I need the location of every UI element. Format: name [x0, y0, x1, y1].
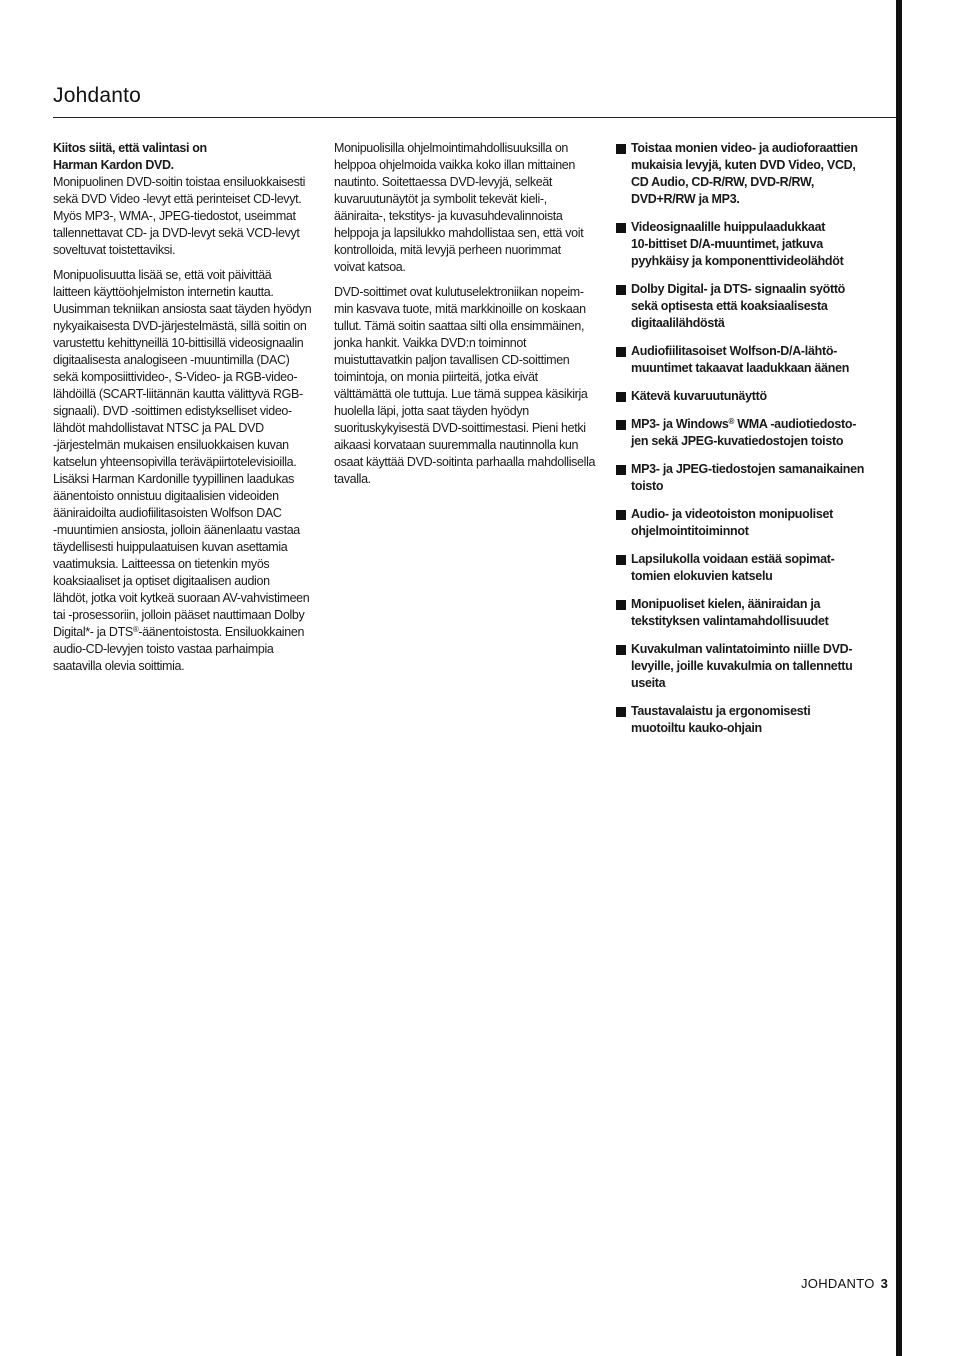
text-line: muotoiltu kauko-ohjain — [631, 721, 762, 735]
text-line: DVD+R/RW ja MP3. — [631, 192, 740, 206]
text-line: Myös MP3-, WMA-, JPEG-tiedostot, useimmat — [53, 209, 296, 223]
text-line: muistuttavatkin paljon tavallisen CD-soittimen — [334, 353, 570, 367]
text-line: täydellisesti huippulaatuisen kuvan asettamia — [53, 540, 288, 554]
text-line: voivat katsoa. — [334, 260, 406, 274]
text-line: Lapsilukolla voidaan estää sopimat- — [631, 552, 835, 566]
text-line: Videosignaalille huippulaadukkaat — [631, 220, 826, 234]
text-line: jen sekä JPEG-kuvatiedostojen toisto — [631, 434, 844, 448]
text-line: koaksiaaliset ja optiset digitaalisen audion — [53, 574, 270, 588]
text-line: varustettu kehittyneillä 10-bittisillä videosignaalin — [53, 336, 304, 350]
text-line: mukaisia levyjä, kuten DVD Video, VCD, — [631, 158, 856, 172]
text-line: nautinto. Soitettaessa DVD-levyjä, selkeät — [334, 175, 553, 189]
text-line: ääniraidoilta audiofiilitasoisten Wolfson DAC — [53, 506, 282, 520]
text-line: Taustavalaistu ja ergonomisesti — [631, 704, 811, 718]
feature-item — [616, 641, 886, 692]
text-line: tallennettavat CD- ja DVD-levyt sekä VCD-levyt — [53, 226, 300, 240]
text-line: sekä DVD Video -levyt että perinteiset CD-levyt. — [53, 192, 302, 206]
bullet-square-icon — [616, 285, 626, 295]
text-line: jonka hankit. Vaikka DVD:n toiminnot — [334, 336, 527, 350]
page-number: 3 — [880, 1276, 889, 1291]
text-line: DVD-soittimet ovat kulutuselektroniikan nopeim- — [334, 285, 584, 299]
text-line — [53, 624, 319, 641]
text-line: Uusimman tekniikan ansiosta saat täyden hyödyn — [53, 302, 312, 316]
text-line: Monipuolisuutta lisää se, että voit päivittää — [53, 268, 272, 282]
text-line: suorituskykyisestä DVD-soittimestasi. Pieni hetki — [334, 421, 586, 435]
text-line: Monipuolinen DVD-soitin toistaa ensiluokkaisesti — [53, 175, 306, 189]
feature-item — [616, 219, 886, 270]
text-line: kuvaruutunäytöt ja symbolit tekevät kieli-, — [334, 192, 547, 206]
text-line: toisto — [631, 479, 664, 493]
column-features — [616, 140, 886, 748]
feature-item — [616, 551, 886, 585]
page-edge-bar — [896, 0, 902, 1356]
feature-item — [616, 461, 886, 495]
text-fragment: Digital*- ja DTS — [53, 625, 133, 639]
footer-section-label: JOHDANTO — [801, 1276, 875, 1291]
text-line: aikaasi korvataan suuremmalla nautinnolla kun — [334, 438, 579, 452]
text-line: Dolby Digital- ja DTS- signaalin syöttö — [631, 282, 846, 296]
text-line: saatavilla olevia soittimia. — [53, 659, 185, 673]
text-line: tai -prosessoriin, jolloin pääset nauttimaan Dolby — [53, 608, 305, 622]
paragraph — [334, 140, 600, 276]
text-line: huolella läpi, jotta saat täyden hyödyn — [334, 404, 529, 418]
page-footer — [801, 1276, 888, 1291]
paragraph — [53, 174, 319, 259]
text-fragment: -äänentoistosta. Ensiluokkainen — [138, 625, 305, 639]
column-intro — [53, 140, 319, 675]
text-line: digitaalilähdöstä — [631, 316, 725, 330]
text-line: kontrolloida, mitä levyjä perheen nuorimmat — [334, 243, 561, 257]
bullet-square-icon — [616, 347, 626, 357]
text-line: Kätevä kuvaruutunäyttö — [631, 389, 767, 403]
text-line: välttämättä ole tuttuja. Lue tämä suppea käsikirja — [334, 387, 588, 401]
title-rule — [53, 117, 896, 118]
text-line: -järjestelmän mukaisen ensiluokkaisen kuvan — [53, 438, 289, 452]
paragraph — [334, 284, 600, 488]
text-line: soveltuvat toistettaviksi. — [53, 243, 176, 257]
feature-item — [616, 388, 886, 405]
registered-mark: ® — [728, 417, 735, 426]
paragraph — [53, 267, 319, 301]
column-programming — [334, 140, 600, 488]
text-line: vaatimuksia. Laitteessa on tietenkin myös — [53, 557, 270, 571]
text-line: Audiofiilitasoiset Wolfson-D/A-lähtö- — [631, 344, 838, 358]
text-line: Kuvakulman valintatoiminto niille DVD- — [631, 642, 853, 656]
text-line: helppoa ohjelmoida vaikka koko illan mittainen — [334, 158, 575, 172]
text-line: toimintoja, on monia piirteitä, jotka eivät — [334, 370, 538, 384]
text-line: 10-bittiset D/A-muuntimet, jatkuva — [631, 237, 823, 251]
text-line: Lisäksi Harman Kardonille tyypillinen laadukas — [53, 472, 294, 486]
text-line: Harman Kardon DVD. — [53, 158, 174, 172]
paragraph — [53, 301, 319, 675]
text-line: lähdöillä (SCART-liitännän kautta välittyvä RGB- — [53, 387, 303, 401]
text-fragment: WMA -audiotiedosto- — [734, 417, 857, 431]
text-line: -muuntimien ansiosta, jolloin äänenlaatu vastaa — [53, 523, 300, 537]
text-line: levyille, joille kuvakulmia on tallennettu — [631, 659, 853, 673]
text-line: nykyaikaisesta DVD-järjestelmästä, sillä soitin on — [53, 319, 307, 333]
bullet-square-icon — [616, 600, 626, 610]
text-line: muuntimet takaavat laadukkaan äänen — [631, 361, 850, 375]
bullet-square-icon — [616, 392, 626, 402]
bullet-square-icon — [616, 420, 626, 430]
text-line: CD Audio, CD-R/RW, DVD-R/RW, — [631, 175, 815, 189]
bullet-square-icon — [616, 707, 626, 717]
text-line: MP3- ja JPEG-tiedostojen samanaikainen — [631, 462, 865, 476]
text-line: Audio- ja videotoiston monipuoliset — [631, 507, 833, 521]
feature-item — [616, 343, 886, 377]
text-line: helppoja ja lapsilukko mahdollistaa sen, että voit — [334, 226, 584, 240]
text-line: tekstityksen valintamahdollisuudet — [631, 614, 829, 628]
lead-text — [53, 140, 319, 174]
text-line: signaali). DVD -soittimen edistykselliset video- — [53, 404, 292, 418]
text-line: tullut. Tämä soitin saattaa silti olla ensimmäinen, — [334, 319, 585, 333]
text-line: ohjelmointitoiminnot — [631, 524, 749, 538]
text-line: osaat käyttää DVD-soitinta parhaalla mahdollisella — [334, 455, 596, 469]
text-fragment: MP3- ja Windows — [631, 417, 729, 431]
text-line: Monipuoliset kielen, ääniraidan ja — [631, 597, 821, 611]
text-line: lähdöt mahdollistavat NTSC ja PAL DVD — [53, 421, 264, 435]
bullet-square-icon — [616, 144, 626, 154]
bullet-square-icon — [616, 510, 626, 520]
text-line: useita — [631, 676, 666, 690]
bullet-square-icon — [616, 645, 626, 655]
registered-mark: ® — [132, 625, 139, 634]
text-line: Toistaa monien video- ja audioforaattien — [631, 141, 858, 155]
text-line: Kiitos siitä, että valintasi on — [53, 141, 207, 155]
text-line: katselun yhteensopivilla teräväpiirtotelevisioilla. — [53, 455, 297, 469]
text-line: lähdöt, jotka voit kytkeä suoraan AV-vahvistimeen — [53, 591, 310, 605]
feature-item — [616, 703, 886, 737]
text-line: laitteen käyttöohjelmiston internetin kautta. — [53, 285, 274, 299]
feature-item — [616, 416, 886, 450]
text-line: ääniraita-, tekstitys- ja kuvasuhdevalinnoista — [334, 209, 563, 223]
text-line: Monipuolisilla ohjelmointimahdollisuuksilla on — [334, 141, 569, 155]
feature-item — [616, 596, 886, 630]
feature-item — [616, 140, 886, 208]
text-line: sekä optisesta että koaksiaalisesta — [631, 299, 828, 313]
text-line: tavalla. — [334, 472, 371, 486]
page-title: Johdanto — [53, 84, 142, 107]
text-line: sekä komposiittivideo-, S-Video- ja RGB-video- — [53, 370, 298, 384]
feature-list — [616, 140, 886, 737]
bullet-square-icon — [616, 223, 626, 233]
feature-item — [616, 281, 886, 332]
text-line: min kasvava tuote, mitä markkinoille on koskaan — [334, 302, 586, 316]
text-line: äänentoisto onnistuu digitaalisien videoiden — [53, 489, 279, 503]
text-line — [631, 416, 886, 433]
bullet-square-icon — [616, 465, 626, 475]
text-line: tomien elokuvien katselu — [631, 569, 773, 583]
feature-item — [616, 506, 886, 540]
text-line: audio-CD-levyjen toisto vastaa parhaimpia — [53, 642, 274, 656]
text-line: pyyhkäisy ja komponenttivideolähdöt — [631, 254, 844, 268]
bullet-square-icon — [616, 555, 626, 565]
text-line: digitaalisesta analogiseen -muuntimilla (DAC) — [53, 353, 290, 367]
